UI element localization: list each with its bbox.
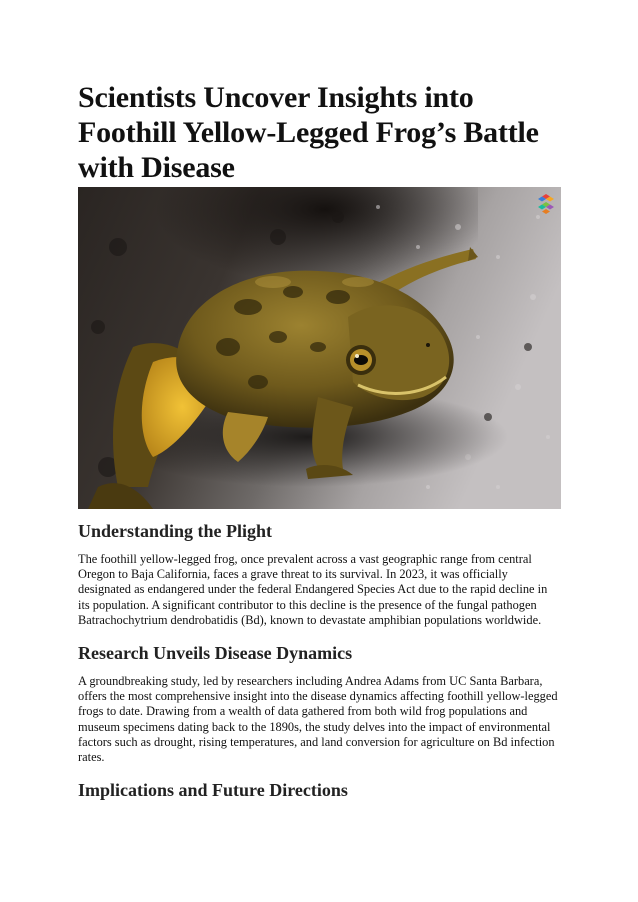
article <box>78 80 562 801</box>
section-heading-understanding: Understanding the Plight <box>78 521 273 541</box>
frog-photo <box>78 187 561 509</box>
colorful-hexagon-logo-icon <box>535 193 557 215</box>
hero-image <box>78 187 561 509</box>
section-heading-research: Research Unveils Disease Dynamics <box>78 643 353 664</box>
section-paragraph-understanding: The foothill yellow-legged frog, once prevalent across a vast geographic range from central Oregon to Baja California, faces a grave threat to its survival. In 2023, it was officially designated as endangered under the federal Endangered Species Act due to the rapid decline in its population. A significant contributor to this decline is the presence of the fungal pathogen Batrachochytrium dendrobatidis (Bd), known to devastate amphibian populations worldwide. <box>78 552 548 627</box>
section-heading-implications: Implications and Future Directions <box>78 780 348 801</box>
article-title: Scientists Uncover Insights into Foothill Yellow-Legged Frog’s Battle with Disease <box>78 81 539 184</box>
section-paragraph-research: A groundbreaking study, led by researchers including Andrea Adams from UC Santa Barbara, offers the most comprehensive insight into the disease dynamics affecting foothill yellow-legged frogs to date. Drawing from a wealth of data gathered from both wild frog populations and museum specimens dating back to the 1890s, the study delves into the impact of environmental factors such as drought, rising temperatures, and land conversion for agriculture on Bd infection rates. <box>78 674 558 765</box>
